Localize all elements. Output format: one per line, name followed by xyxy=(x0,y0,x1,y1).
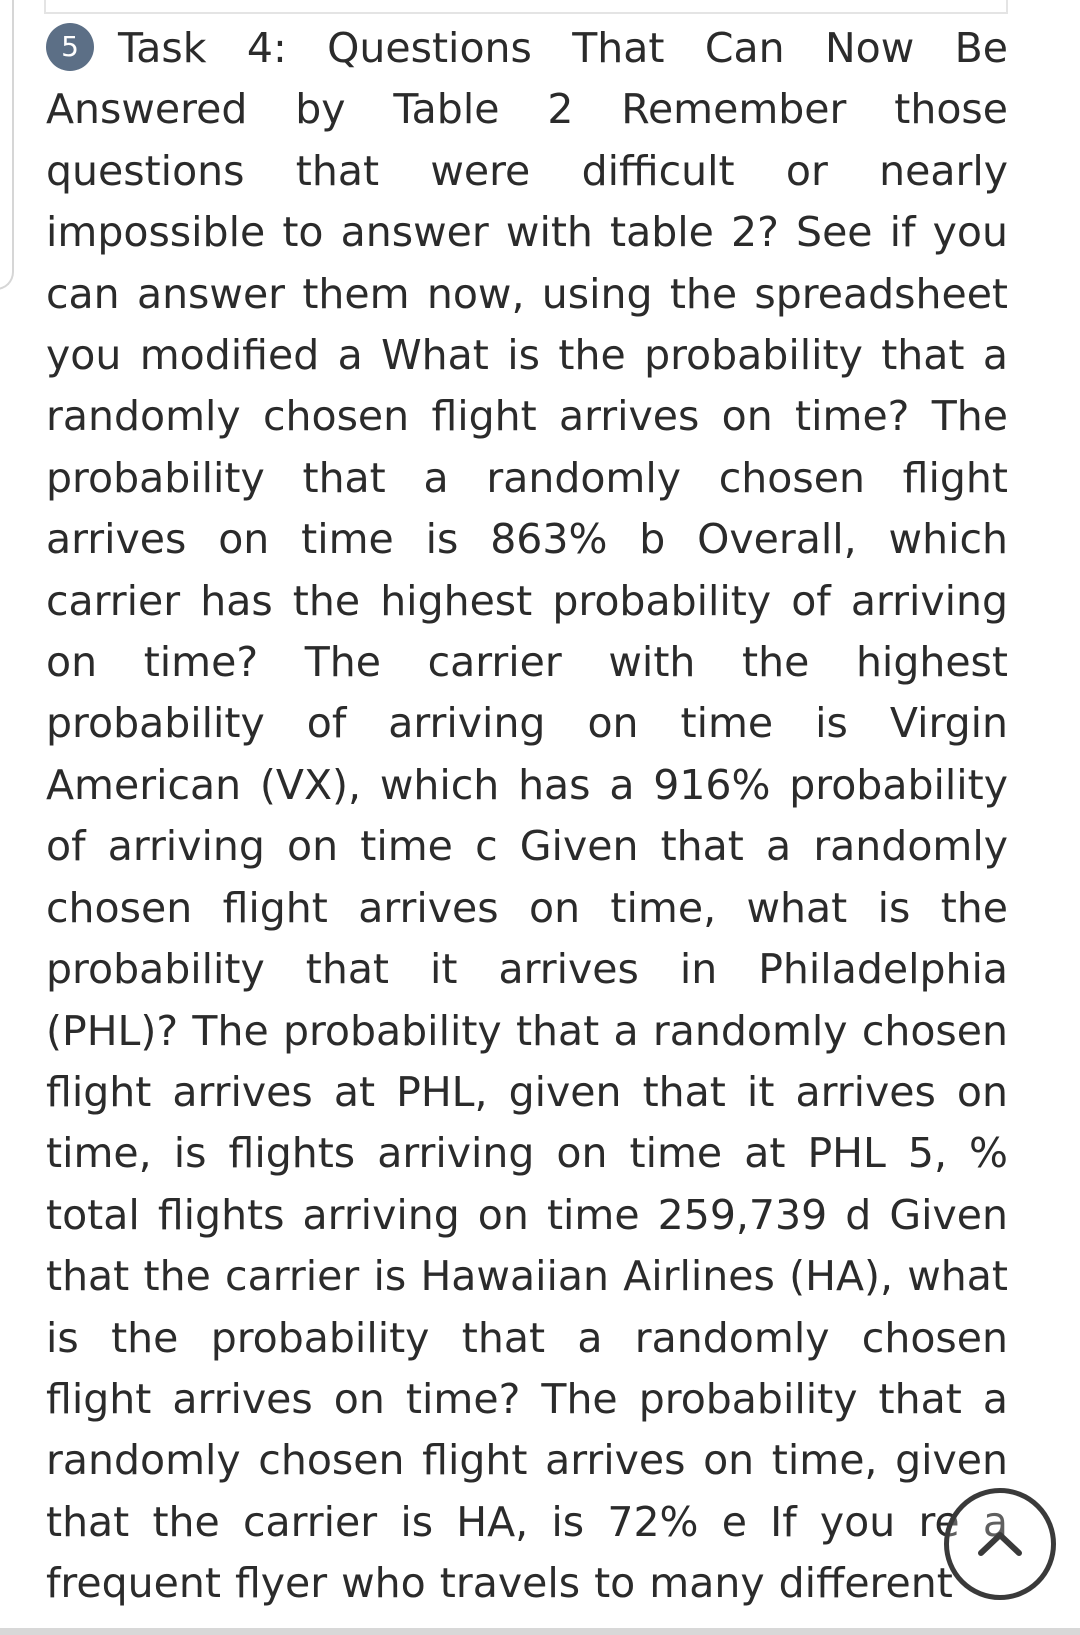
task-body-text: Task 4: Questions That Can Now Be Answered by Table 2 Remember those questions that were difficult or nearly impossible to answer with table 2? See if you can answer them now, using the spreadsheet you modified a What is the probability that a randomly chosen flight arrives on time? The probability that a randomly chosen flight arrives on time is 863% b Overall, which carrier has the highest probability of arriving on time? The carrier with the highest probability of arriving on time is Virgin American (VX), which has a 916% probability of arriving on time c Given that a randomly chosen flight arrives on time, what is the probability that it arrives in Philadelphia (PHL)? The probability that a randomly chosen flight arrives at PHL, given that it arrives on time, is flights arriving on time at PHL 5, % total flights arriving on time 259,739 d Given that the carrier is Hawaiian Airlines (HA), what is the probability that a randomly chosen flight arrives on time? The probability that a randomly chosen flight arrives on time, given that the carrier is HA, is 72% e If you re a frequent flyer who travels to many different xyxy=(46,24,1008,1608)
side-panel-edge xyxy=(0,0,14,290)
chevron-up-icon xyxy=(949,1493,1051,1595)
step-number-badge: 5 xyxy=(46,23,94,71)
task-text-block xyxy=(46,18,1008,1615)
bottom-divider xyxy=(0,1628,1080,1635)
scroll-to-top-button[interactable] xyxy=(944,1488,1056,1600)
previous-card-edge xyxy=(44,0,1008,14)
